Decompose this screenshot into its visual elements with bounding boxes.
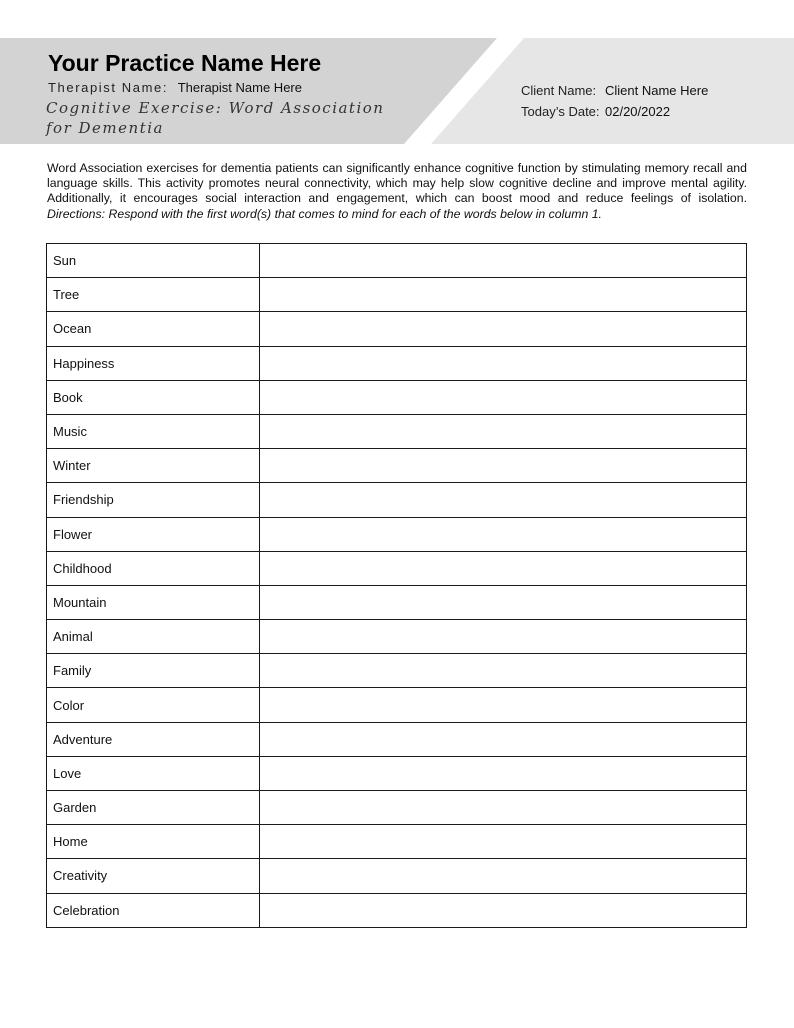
response-cell[interactable] xyxy=(260,312,747,346)
table-row xyxy=(47,825,747,859)
word-association-table xyxy=(46,243,747,928)
response-cell[interactable] xyxy=(260,791,747,825)
response-cell[interactable] xyxy=(260,620,747,654)
table-row xyxy=(47,756,747,790)
date-label: Today’s Date: xyxy=(521,104,600,119)
response-cell[interactable] xyxy=(260,449,747,483)
prompt-word-cell: Animal xyxy=(47,620,260,654)
prompt-word-cell: Winter xyxy=(47,449,260,483)
client-name-value: Client Name Here xyxy=(605,83,709,98)
date-row xyxy=(521,101,708,122)
prompt-word-cell: Tree xyxy=(47,278,260,312)
response-cell[interactable] xyxy=(260,654,747,688)
table-row xyxy=(47,380,747,414)
client-info xyxy=(521,80,708,122)
prompt-word-cell: Love xyxy=(47,756,260,790)
table-row xyxy=(47,244,747,278)
table-row xyxy=(47,312,747,346)
table-row xyxy=(47,517,747,551)
table-row xyxy=(47,654,747,688)
response-cell[interactable] xyxy=(260,483,747,517)
word-rows xyxy=(47,244,747,928)
response-cell[interactable] xyxy=(260,244,747,278)
prompt-word-cell: Creativity xyxy=(47,859,260,893)
client-name-row xyxy=(521,80,708,101)
prompt-word-cell: Color xyxy=(47,688,260,722)
intro-text: Word Association exercises for dementia patients can significantly enhance cognitive function by stimulating memory recall and language skills. This activity promotes neural connectivity, which may help slow cognitive decline and improve mental agility. Additionally, it encourages social interaction and engagement, which can boost mood and reduce feelings of isolation. xyxy=(47,161,747,206)
response-cell[interactable] xyxy=(260,688,747,722)
client-name-label: Client Name: xyxy=(521,83,597,98)
table-row xyxy=(47,688,747,722)
therapist-label: Therapist Name: xyxy=(48,80,169,95)
table-row xyxy=(47,722,747,756)
table-row xyxy=(47,859,747,893)
response-cell[interactable] xyxy=(260,893,747,927)
date-value: 02/20/2022 xyxy=(605,104,671,119)
response-cell[interactable] xyxy=(260,585,747,619)
prompt-word-cell: Ocean xyxy=(47,312,260,346)
response-cell[interactable] xyxy=(260,380,747,414)
table-row xyxy=(47,551,747,585)
table-row xyxy=(47,585,747,619)
prompt-word-cell: Celebration xyxy=(47,893,260,927)
response-cell[interactable] xyxy=(260,517,747,551)
response-cell[interactable] xyxy=(260,414,747,448)
response-cell[interactable] xyxy=(260,756,747,790)
exercise-title: Cognitive Exercise: Word Association for Dementia xyxy=(46,99,385,137)
response-cell[interactable] xyxy=(260,859,747,893)
prompt-word-cell: Book xyxy=(47,380,260,414)
prompt-word-cell: Mountain xyxy=(47,585,260,619)
prompt-word-cell: Sun xyxy=(47,244,260,278)
prompt-word-cell: Family xyxy=(47,654,260,688)
prompt-word-cell: Friendship xyxy=(47,483,260,517)
table-row xyxy=(47,791,747,825)
response-cell[interactable] xyxy=(260,346,747,380)
practice-name: Your Practice Name Here xyxy=(48,50,322,76)
prompt-word-cell: Happiness xyxy=(47,346,260,380)
intro-paragraph xyxy=(47,161,747,222)
response-cell[interactable] xyxy=(260,722,747,756)
prompt-word-cell: Adventure xyxy=(47,722,260,756)
response-cell[interactable] xyxy=(260,278,747,312)
table-row xyxy=(47,620,747,654)
directions-text: Directions: Respond with the first word(s) that comes to mind for each of the words below in column 1. xyxy=(47,206,602,221)
table-row xyxy=(47,278,747,312)
prompt-word-cell: Home xyxy=(47,825,260,859)
table-row xyxy=(47,483,747,517)
table-row xyxy=(47,346,747,380)
table-row xyxy=(47,893,747,927)
response-cell[interactable] xyxy=(260,551,747,585)
table-row xyxy=(47,449,747,483)
table-row xyxy=(47,414,747,448)
response-cell[interactable] xyxy=(260,825,747,859)
therapist-row xyxy=(48,80,302,95)
prompt-word-cell: Childhood xyxy=(47,551,260,585)
therapist-name: Therapist Name Here xyxy=(177,80,302,95)
prompt-word-cell: Music xyxy=(47,414,260,448)
prompt-word-cell: Flower xyxy=(47,517,260,551)
prompt-word-cell: Garden xyxy=(47,791,260,825)
